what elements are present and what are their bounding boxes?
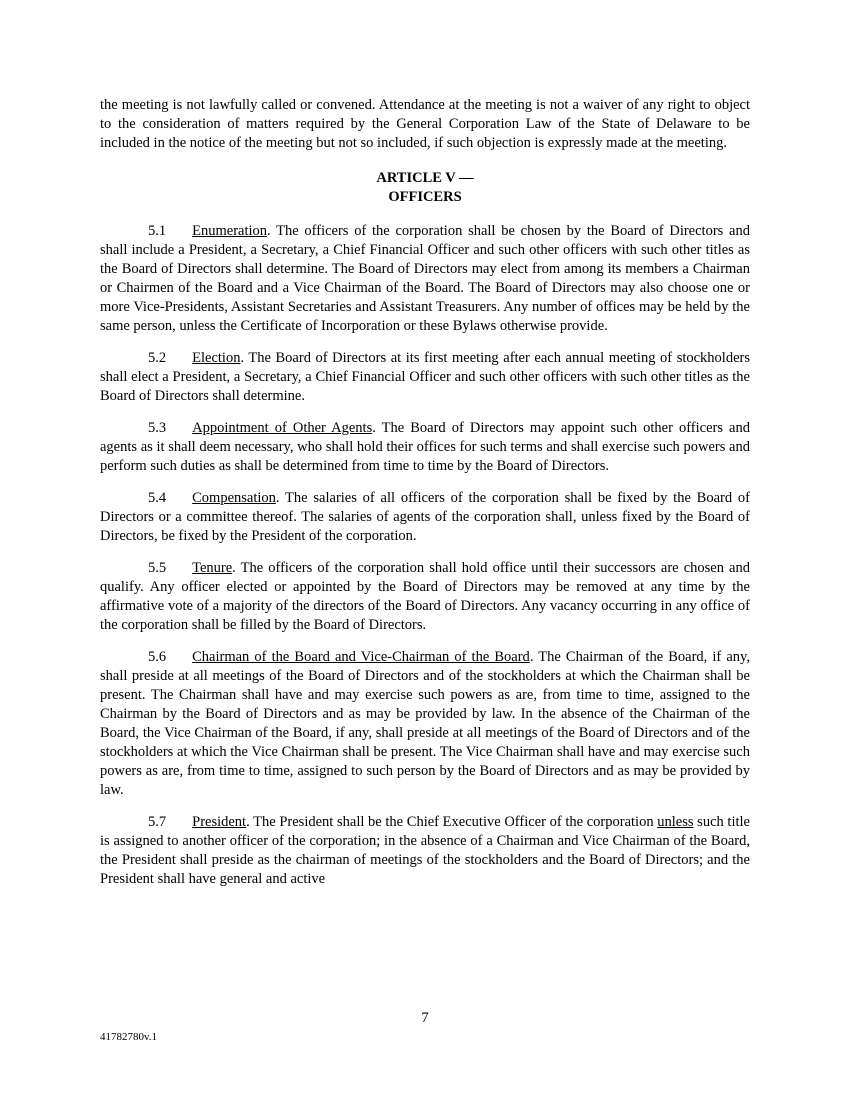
section-title: Compensation — [192, 490, 276, 506]
section-number: 5.6 — [148, 649, 167, 665]
article-heading-line2: OFFICERS — [388, 189, 462, 205]
section-body: . The officers of the corporation shall be chosen by the Board of Directors and shall include a President, a Secretary, a Chief Financial Officer and such other officers with such other titles as the Board of Directors shall determine. The Board of Directors may elect from among its members a Chairman or Chairmen of the Board and a Vice Chairman of the Board. The Board of Directors may also choose one or more Vice-Presidents, Assistant Secretaries and Assistant Treasurers. Any number of offices may be held by the same person, unless the Certificate of Incorporation or these Bylaws otherwise provide. — [100, 223, 750, 334]
section-5-6 — [100, 648, 750, 800]
section-5-7 — [100, 813, 750, 889]
underlined-word: unless — [657, 814, 694, 830]
section-title: President — [192, 814, 247, 830]
section-body: . The salaries of all officers of the corporation shall be fixed by the Board of Directors or a committee thereof. The salaries of agents of the corporation shall, unless fixed by the Board of Directors, be fixed by the President of the corporation. — [100, 490, 750, 544]
section-number: 5.7 — [148, 814, 167, 830]
section-body: . The officers of the corporation shall hold office until their successors are chosen and qualify. Any officer elected or appointed by the Board of Directors may be removed at any time by the affirmative vote of a majority of the directors of the Board of Directors. Any vacancy occurring in any office of the corporation shall be filled by the Board of Directors. — [100, 560, 750, 633]
section-title: Chairman of the Board and Vice-Chairman of the Board — [192, 649, 530, 665]
section-5-3 — [100, 419, 750, 476]
document-body — [100, 96, 750, 902]
section-number: 5.5 — [148, 560, 167, 576]
section-body-pre: . The President shall be the Chief Executive Officer of the corporation — [246, 814, 658, 830]
continuation-paragraph: the meeting is not lawfully called or convened. Attendance at the meeting is not a waiver of any right to object to the consideration of matters required by the General Corporation Law of the State of Delaware to be included in the notice of the meeting but not so included, if such objection is expressly made at the meeting. — [100, 97, 750, 151]
section-5-1 — [100, 222, 750, 336]
document-id-footer: 41782780v.1 — [100, 1031, 158, 1043]
section-number: 5.4 — [148, 490, 167, 506]
section-title: Appointment of Other Agents — [192, 420, 373, 436]
section-title: Tenure — [192, 560, 233, 576]
section-body: . The Board of Directors at its first meeting after each annual meeting of stockholders shall elect a President, a Secretary, a Chief Financial Officer and such other officers with such other titles as the Board of Directors shall determine. — [100, 350, 750, 404]
section-body-post: such title is assigned to another officer of the corporation; in the absence of a Chairman and Vice Chairman of the Board, the President shall preside as the chairman of meetings of the stockholders and the Board of Directors; and the President shall have general and active — [100, 814, 750, 887]
article-heading-line1: ARTICLE V — — [376, 170, 474, 186]
section-5-2 — [100, 349, 750, 406]
page-number: 7 — [421, 1010, 429, 1026]
section-title: Election — [192, 350, 241, 366]
section-5-4 — [100, 489, 750, 546]
section-number: 5.3 — [148, 420, 167, 436]
section-title: Enumeration — [192, 223, 268, 239]
section-body: . The Chairman of the Board, if any, shall preside at all meetings of the Board of Directors and of the stockholders at which the Chairman shall be present. The Chairman shall have and may exercise such powers as are, from time to time, assigned to the Chairman by the Board of Directors and as may be provided by law. In the absence of the Chairman of the Board, the Vice Chairman of the Board, if any, shall preside at all meetings of the Board of Directors and of the stockholders at which the Vice Chairman shall be present. The Vice Chairman shall have and may exercise such powers as are, from time to time, assigned to such person by the Board of Directors and as may be provided by law. — [100, 649, 750, 798]
section-5-5 — [100, 559, 750, 635]
section-body: . The Board of Directors may appoint such other officers and agents as it shall deem necessary, who shall hold their offices for such terms and shall exercise such powers and perform such duties as shall be determined from time to time by the Board of Directors. — [100, 420, 750, 474]
article-heading — [100, 169, 750, 207]
section-number: 5.1 — [148, 223, 167, 239]
section-number: 5.2 — [148, 350, 167, 366]
